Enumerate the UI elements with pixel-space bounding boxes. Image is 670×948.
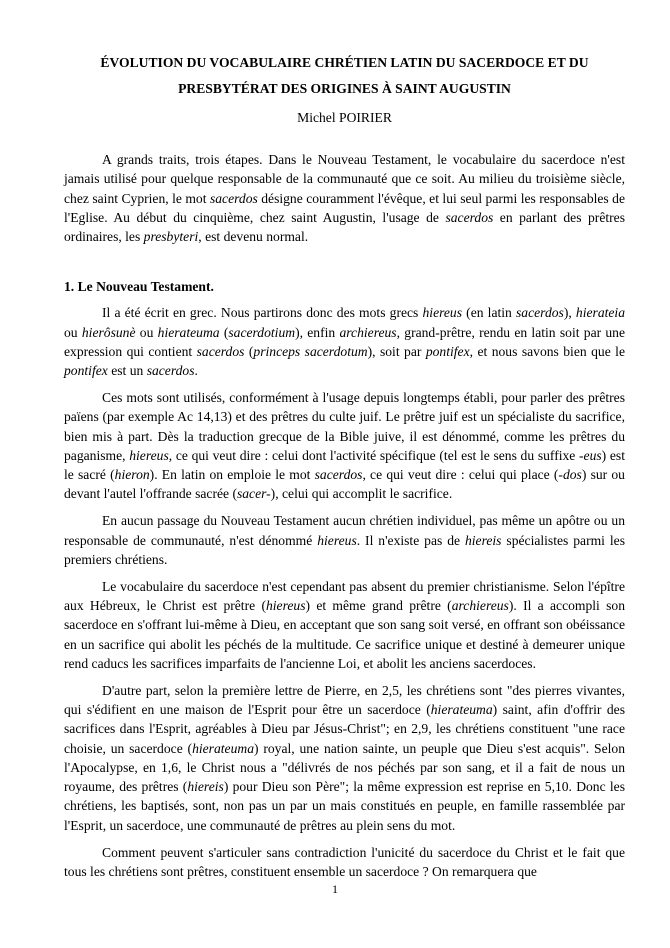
italic-term: sacerdos [196,343,245,359]
text-run: ) et même grand prêtre ( [305,598,452,614]
text-run: ) est le sacré ( [64,447,625,483]
text-run: ) saint, afin d'offrir des sacrifices dans l'Esprit, agréables à Dieu par Jésus-Christ"; en 2,9, les chrétiens constituent "une race choisie, un sacerdoce ( [64,702,625,756]
italic-term: hierateuma [192,740,254,756]
page-number: 1 [332,882,338,896]
text-run: , grand-prêtre, rendu en latin soit par une expression qui contient [64,324,626,359]
text-run: ). En latin on emploie le mot [149,467,315,483]
text-run: ). Il a accompli son sacerdoce en s'offrant lui-même à Dieu, en acceptant que son sang soit versé, en offrant son obéissance en un sacrifice qui abolit les péchés de la multitude. Ce sacrifice unique et destiné à demeurer unique rend caducs les sacrifices imparfaits de l'ancienne Loi, et abolit les anciens sacerdoces. [64,598,626,671]
italic-term: hiereis [187,779,224,795]
italic-term: pontifex [64,363,108,379]
body-paragraph [64,388,625,503]
text-run: Il a été écrit en grec. Nous partirons donc des mots grecs [102,305,423,321]
text-run: ) pour Dieu son Père"; la même expression est reprise en 5,10. Donc les chrétiens, les baptisés, sont, non pas un par un mais constitués en peuple, en famille rassemblée par l'Esprit, un sacerdoce, une communauté de prêtres au plein sens du mot. [64,779,625,833]
text-run: ( [219,324,229,340]
text-run: est un [107,363,147,379]
italic-term: hierateuma [157,324,220,340]
italic-term: archiereus [451,598,509,614]
text-run: ou [64,324,82,340]
italic-term: hiereus [422,305,463,321]
text-run: , est devenu normal. [198,229,309,245]
italic-term: -eus [579,447,602,463]
text-run: ) royal, une nation sainte, un peuple que Dieu s'est acquis". Selon l'Apocalypse, en 1,6, le Christ nous a "délivrés de nos péchés par son sang, et il a fait de nous un royaume, des prêtres ( [64,740,625,795]
italic-term: sacerdos [209,190,258,206]
document-title [64,50,625,102]
section-heading: 1. Le Nouveau Testament. [64,279,214,295]
section-body [64,303,625,881]
body-paragraph [64,511,625,569]
italic-term: hieron [114,467,150,483]
italic-term: hiereus [265,598,306,614]
italic-term: hiereus [317,532,357,548]
italic-term: hierateia [575,305,626,321]
text-run: désigne couramment l'évêque, et lui seul parmi les responsables de l'Eglise. Au début du cinquième, chez saint Augustin, l'usage de [64,190,626,225]
text-run: A grands traits, trois étapes. Dans le Nouveau Testament, le vocabulaire du sacerdoce n'est jamais utilisé pour quelque responsable de la communauté que ce soit. Au milieu du troisième siècle, chez saint Cyprien, le mot [64,152,625,206]
text-run: , ce qui veut dire : celui qui place ( [362,467,559,483]
text-run: Comment peuvent s'articuler sans contradiction l'unicité du sacerdoce du Christ et le fait que tous les chrétiens sont prêtres, constituent ensemble un sacerdoce ? On remarquera que [64,844,625,879]
italic-term: hierateuma [430,702,493,718]
text-run: Le vocabulaire du sacerdoce n'est cependant pas absent du premier christianisme. Selon l'épître aux Hébreux, le Christ est prêtre ( [64,579,625,614]
title-line-2: PRESBYTÉRAT DES ORIGINES À SAINT AUGUSTIN [178,81,511,96]
text-run: ou [135,324,158,340]
body-paragraph [64,303,625,380]
author-name: Michel POIRIER [297,110,392,125]
italic-term: sacerdos [516,305,564,321]
title-line-1: ÉVOLUTION DU VOCABULAIRE CHRÉTIEN LATIN DU SACERDOCE ET DU [100,55,589,70]
italic-term: -dos [558,467,582,483]
text-run: En aucun passage du Nouveau Testament aucun chrétien individuel, pas même un apôtre ou un responsable de communauté, n'est dénommé [64,513,625,548]
text-run: . Il n'existe pas de [356,532,465,548]
body-paragraph [64,843,625,881]
italic-term: pontifex [425,343,470,359]
text-run: ), [563,305,576,321]
text-run: Ces mots sont utilisés, conformément à l'usage depuis longtemps établi, pour parler des prêtres païens (par exemple Ac 14,13) et des prêtres du culte juif. Le prêtre juif est un spécialiste du sacrifice, bien mis à part. Dès la traduction grecque de la Bible juive, il est dénommé, comme les prêtres du paganisme, [64,390,625,463]
body-paragraph [64,681,625,835]
italic-term: presbyteri [143,229,199,245]
text-run: spécialistes parmi les premiers chrétiens. [64,532,625,567]
italic-term: hierôsunè [81,324,136,340]
italic-term: sacerdos [146,363,195,379]
text-run: ) sur ou devant l'autel l'offrande sacrée ( [64,467,625,502]
text-run: ), celui qui accomplit le sacrifice. [270,486,453,502]
text-run: . [194,363,198,379]
italic-term: hiereis [464,532,502,548]
italic-term: sacerdos [445,209,494,225]
italic-term: sacerdotium [228,324,296,340]
text-run: ( [244,343,254,359]
text-run: ), soit par [367,343,426,359]
italic-term: princeps sacerdotum [253,343,368,359]
text-run: en parlant des prêtres ordinaires, les [64,209,625,245]
intro-paragraph [64,150,625,246]
text-run: ), enfin [295,324,340,340]
italic-term: archiereus [339,324,397,340]
italic-term: hiereus [129,447,169,463]
text-run: D'autre part, selon la première lettre de Pierre, en 2,5, les chrétiens sont "des pierres vivantes, qui s'édifient en une maison de l'Esprit pour être un sacerdoce ( [64,683,625,718]
italic-term: sacer- [236,486,271,502]
text-run: , et nous savons bien que le [469,343,625,359]
italic-term: sacerdos [314,467,363,483]
text-run: (en latin [462,305,516,321]
body-paragraph [64,577,625,673]
text-run: , ce qui veut dire : celui dont l'activité spécifique (tel est le sens du suffixe [168,447,580,463]
